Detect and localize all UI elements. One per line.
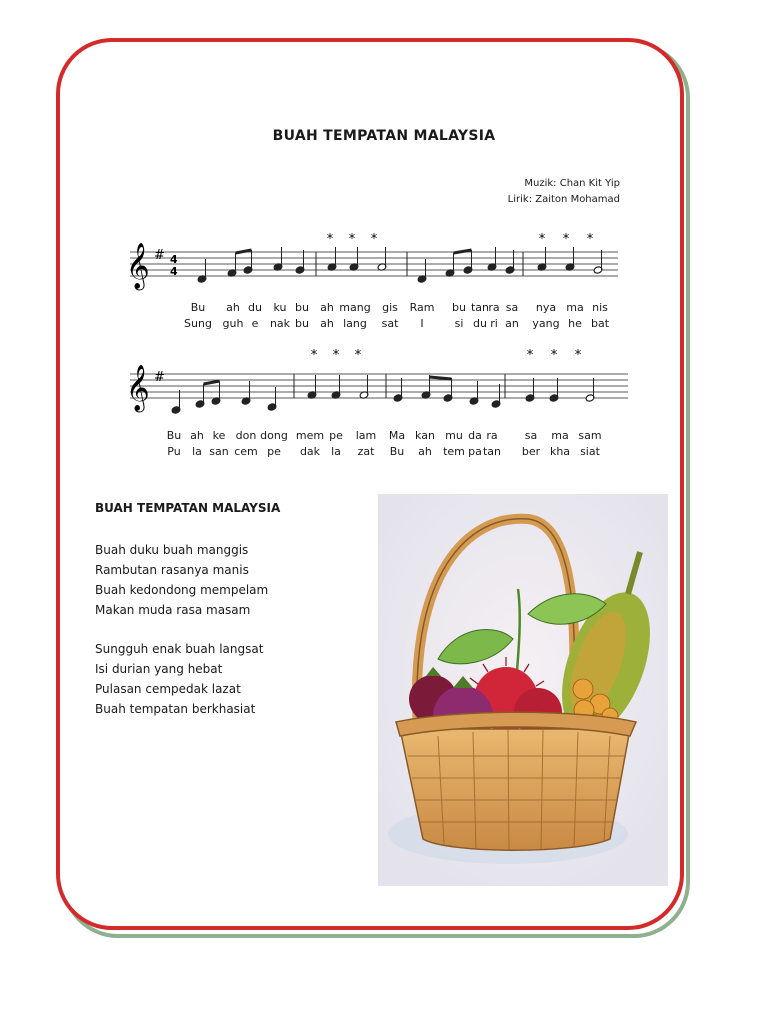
music-staff-2 [120,348,640,418]
lyric-syllable: e [251,317,259,330]
music-staff-1 [120,232,640,296]
lyric-syllable: la [331,445,341,458]
lyric-syllable: tem [443,445,465,458]
lyric-syllable: yang [532,317,560,330]
lyric-syllable: san [209,445,229,458]
accent-mark: * [310,348,318,363]
lyric-syllable: bu [295,301,309,314]
lyric-syllable: I [420,317,424,330]
music-credit: Muzik: Chan Kit Yip [524,178,620,189]
lyrics-staff2-line1 [0,429,768,443]
accent-mark: * [574,348,582,363]
lyric-syllable: sam [578,429,602,442]
time-signature-bottom: 4 [170,265,178,278]
lyric-syllable: Sung [184,317,212,330]
note-beam [236,250,252,253]
lyric-syllable: da [468,429,482,442]
lyric-syllable: don [235,429,257,442]
lyric-syllable: an [505,317,519,330]
lyric-syllable: gis [382,301,398,314]
lyrics-staff2-line2 [0,445,768,459]
lyric-syllable: ah [418,445,432,458]
accent-mark: * [586,232,594,247]
lyric-syllable: ra [486,429,498,442]
lyric-syllable: ah [190,429,204,442]
lyric-syllable: pe [329,429,343,442]
accent-mark: * [348,232,356,247]
lyric-syllable: zat [357,445,375,458]
lyric-syllable: ber [521,445,541,458]
fruit-basket-illustration [378,494,668,886]
lyric-syllable: nya [535,301,557,314]
lyric-syllable: Pu [167,445,181,458]
lyric-syllable: lam [355,429,377,442]
lyric-syllable: bu [295,317,309,330]
lyric-syllable: cem [234,445,258,458]
poem-line: Sungguh enak buah langsat [95,642,264,656]
treble-clef: 𝄞 [126,365,150,411]
lyric-syllable: ri [490,317,498,330]
lyric-syllable: si [454,317,464,330]
lyric-syllable: bat [590,317,610,330]
lyric-syllable: lang [343,317,367,330]
accent-mark: * [538,232,546,247]
key-signature: # [154,370,165,385]
lyric-syllable: du [473,317,487,330]
poem-title: BUAH TEMPATAN MALAYSIA [95,501,281,515]
song-credits [508,176,620,208]
note-beam [454,250,472,253]
lyric-syllable: ku [273,301,287,314]
lyrics-staff1-line1 [0,301,768,315]
accent-mark: * [526,348,534,363]
lyrics-staff1-line2 [0,317,768,331]
lyric-syllable: du [248,301,262,314]
lyric-syllable: Bu [166,429,182,442]
poem-line: Makan muda rasa masam [95,603,251,617]
lyric-syllable: dong [260,429,288,442]
lyric-syllable: nak [269,317,291,330]
lyric-syllable: nis [592,301,608,314]
key-signature: # [154,248,165,263]
lyric-syllable: ah [320,317,334,330]
lyric-syllable: guh [222,317,244,330]
lyric-syllable: kha [549,445,571,458]
lyric-syllable: Ma [388,429,406,442]
lyric-syllable: ma [566,301,584,314]
lyric-syllable: mang [339,301,371,314]
lyric-syllable: pe [267,445,281,458]
lyric-syllable: he [568,317,582,330]
lyric-syllable: sa [524,429,538,442]
note-beam [204,381,220,384]
lyric-syllable: ke [212,429,226,442]
lyric-syllable: sat [381,317,399,330]
song-title: BUAH TEMPATAN MALAYSIA [272,128,496,144]
accent-mark: * [550,348,558,363]
poem-line: Pulasan cempedak lazat [95,682,241,696]
lyric-syllable: tan [470,301,490,314]
lyric-syllable: siat [580,445,600,458]
lyric-syllable: Bu [190,301,206,314]
poem-stanza-1 [95,540,268,620]
poem-line: Isi durian yang hebat [95,662,223,676]
accent-mark: * [326,232,334,247]
note-beam [430,377,452,379]
accent-mark: * [354,348,362,363]
lyric-syllable: mu [445,429,463,442]
treble-clef: 𝄞 [126,243,150,289]
lyric-syllable: Ram [409,301,435,314]
accent-mark: * [562,232,570,247]
time-signature-top: 4 [170,253,178,266]
lyric-syllable: bu [452,301,466,314]
poem-line: Buah tempatan berkhasiat [95,702,256,716]
lyric-syllable: mem [295,429,325,442]
poem-line: Buah kedondong mempelam [95,583,269,597]
accent-mark: * [370,232,378,247]
poem-line: Buah duku buah manggis [95,543,249,557]
lyric-syllable: la [192,445,202,458]
lyric-syllable: ah [226,301,240,314]
lyric-syllable: dak [299,445,321,458]
lyric-syllable: sa [505,301,519,314]
accent-mark: * [332,348,340,363]
poem-stanza-2 [95,639,263,719]
lyric-syllable: ma [551,429,569,442]
poem-line: Rambutan rasanya manis [95,563,249,577]
lyric-syllable: pa [468,445,482,458]
lyric-syllable: ah [320,301,334,314]
lyric-syllable: ra [488,301,500,314]
lyric-syllable: kan [415,429,435,442]
lyrics-credit: Lirik: Zaiton Mohamad [507,194,620,205]
lyric-syllable: Bu [389,445,405,458]
lyric-syllable: tan [482,445,502,458]
